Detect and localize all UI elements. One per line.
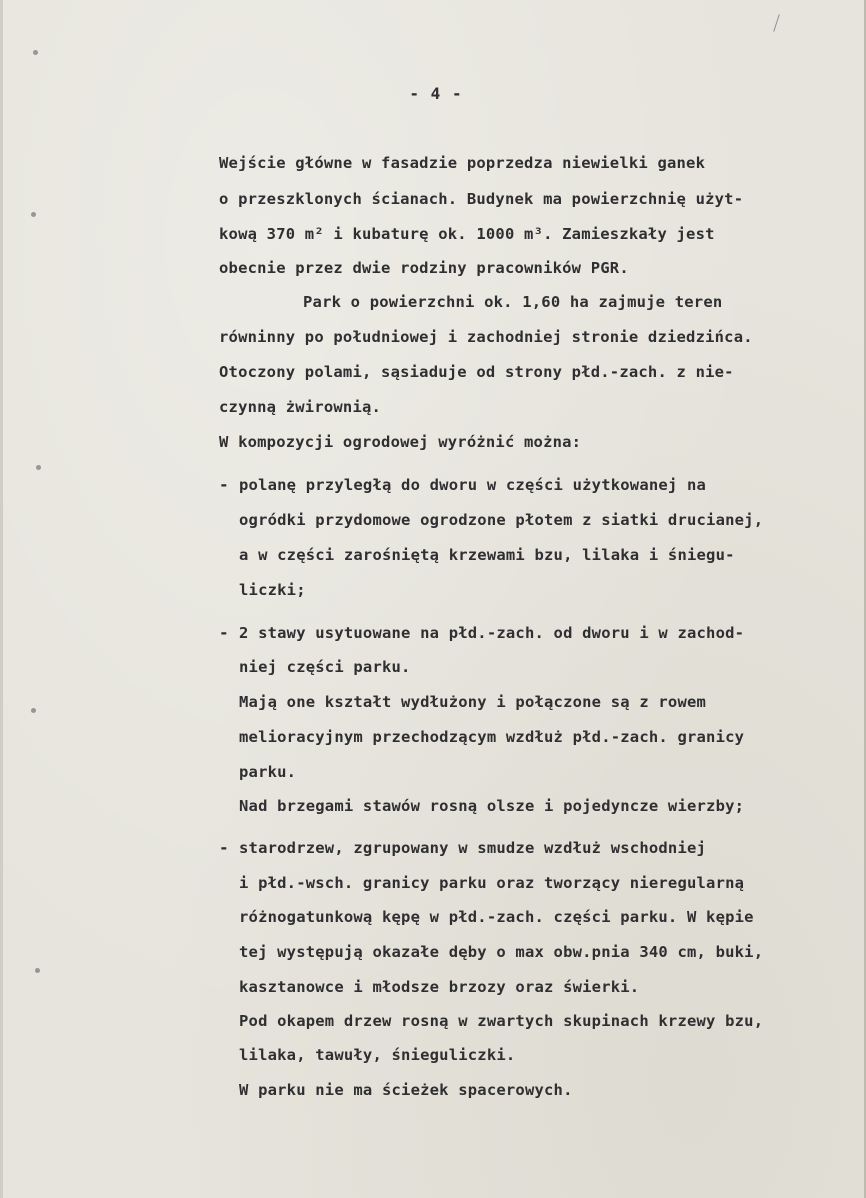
list-item-line: polanę przyległą do dworu w części użytkowanej na: [239, 476, 707, 494]
list-item-line: kasztanowce i młodsze brzozy oraz świerki.: [239, 978, 640, 996]
paragraph-line: obecnie przez dwie rodziny pracowników PGR.: [219, 259, 629, 277]
paragraph-line: W kompozycji ogrodowej wyróżnić można:: [219, 433, 582, 451]
paragraph-line: Otoczony polami, sąsiaduje od strony płd.-zach. z nie-: [219, 363, 734, 381]
paragraph-line: kową 370 m² i kubaturę ok. 1000 m³. Zamieszkały jest: [219, 225, 715, 243]
bullet-dash: -: [219, 838, 229, 857]
list-item-line: melioracyjnym przechodzącym wzdłuż płd.-zach. granicy: [239, 728, 745, 746]
page-number: - 4 -: [409, 84, 463, 103]
margin-speck: [36, 465, 41, 470]
paragraph-line: równinny po południowej i zachodniej stronie dziedzińca.: [219, 328, 753, 346]
list-item-line: liczki;: [239, 581, 306, 599]
list-item-line: Nad brzegami stawów rosną olsze i pojedyncze wierzby;: [239, 797, 745, 815]
list-item-line: niej części parku.: [239, 658, 411, 676]
bullet-dash: -: [219, 623, 229, 642]
list-item-line: różnogatunkową kępę w płd.-zach. części parku. W kępie: [239, 908, 754, 926]
margin-speck: [31, 212, 36, 217]
list-item-line: lilaka, tawuły, śnieguliczki.: [239, 1046, 516, 1064]
list-item-line: Pod okapem drzew rosną w zwartych skupinach krzewy bzu,: [239, 1012, 764, 1030]
paragraph-line: Wejście główne w fasadzie poprzedza niewielki ganek: [219, 154, 706, 172]
margin-mark: [773, 14, 780, 31]
list-item-line: parku.: [239, 763, 297, 781]
margin-speck: [31, 708, 36, 713]
margin-speck: [33, 50, 38, 55]
list-item-line: starodrzew, zgrupowany w smudze wzdłuż wschodniej: [239, 839, 707, 857]
list-item-line: tej występują okazałe dęby o max obw.pnia 340 cm, buki,: [239, 943, 764, 961]
list-item-line: a w części zarośniętą krzewami bzu, lilaka i śniegu-: [239, 546, 735, 564]
list-item-line: 2 stawy usytuowane na płd.-zach. od dworu i w zachod-: [239, 624, 745, 642]
list-item-line: Mają one kształt wydłużony i połączone są z rowem: [239, 693, 707, 711]
bullet-dash: -: [219, 475, 229, 494]
margin-speck: [35, 968, 40, 973]
list-item-line: ogródki przydomowe ogrodzone płotem z siatki drucianej,: [239, 511, 764, 529]
paragraph-line: o przeszklonych ścianach. Budynek ma powierzchnię użyt-: [219, 190, 744, 208]
list-item-line: i płd.-wsch. granicy parku oraz tworzący nieregularną: [239, 874, 745, 892]
paragraph-line: Park o powierzchni ok. 1,60 ha zajmuje teren: [303, 293, 723, 311]
list-item-line: W parku nie ma ścieżek spacerowych.: [239, 1081, 573, 1099]
paragraph-line: czynną żwirownią.: [219, 398, 382, 416]
